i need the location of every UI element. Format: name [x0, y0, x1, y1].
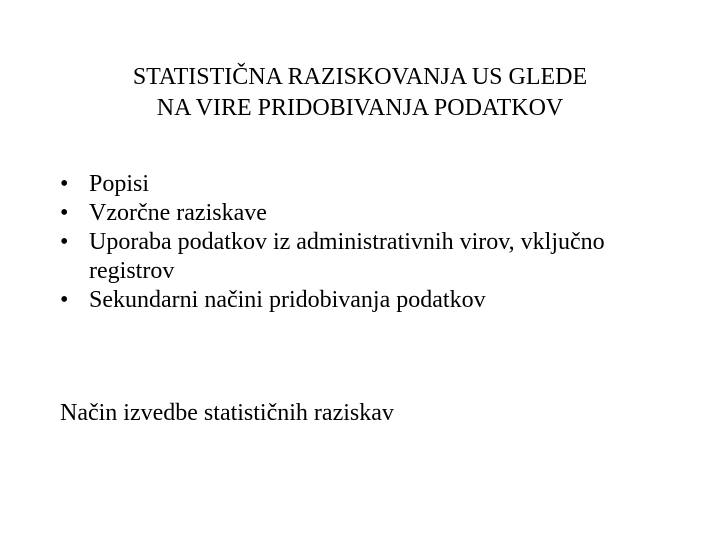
- footer-text: Način izvedbe statističnih raziskav: [60, 400, 394, 426]
- bullet-icon: •: [60, 287, 69, 313]
- slide-title: [60, 62, 660, 124]
- list-item: [60, 170, 680, 199]
- bullet-icon: •: [60, 200, 69, 226]
- slide-title-line-2: NA VIRE PRIDOBIVANJA PODATKOV: [156, 95, 564, 121]
- bullet-list: [60, 170, 680, 315]
- list-item-text: Vzorčne raziskave: [89, 200, 267, 226]
- list-item: [60, 286, 680, 315]
- list-item: [60, 199, 680, 228]
- list-item: [60, 228, 680, 286]
- bullet-icon: •: [60, 229, 69, 255]
- list-item-text: Popisi: [89, 171, 150, 197]
- slide-title-line-1: STATISTIČNA RAZISKOVANJA US GLEDE: [132, 64, 588, 90]
- list-item-text: Uporaba podatkov iz administrativnih virov, vključno registrov: [89, 229, 605, 284]
- bullet-icon: •: [60, 171, 69, 197]
- list-item-text: Sekundarni načini pridobivanja podatkov: [89, 287, 486, 313]
